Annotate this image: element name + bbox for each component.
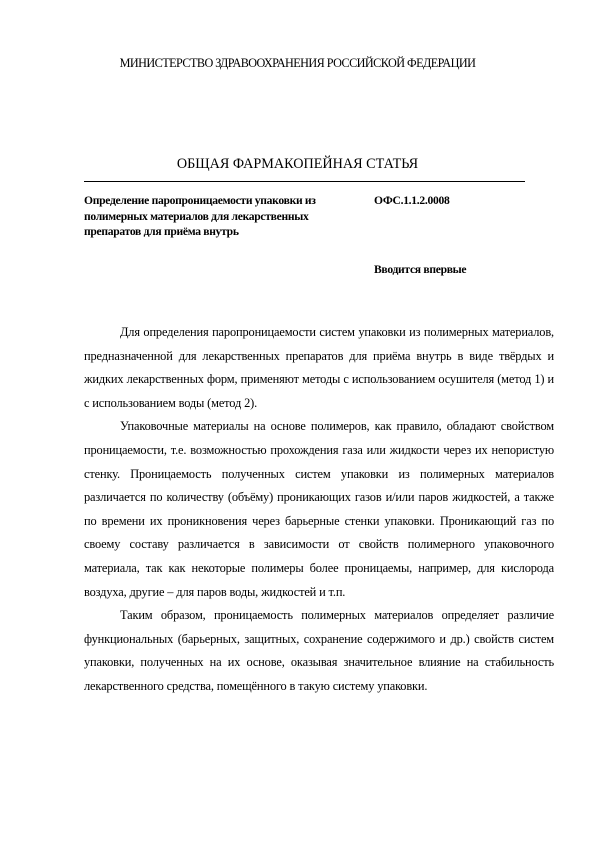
title-divider bbox=[84, 181, 525, 182]
introduction-note: Вводится впервые bbox=[374, 263, 467, 276]
paragraph-2: Упаковочные материалы на основе полимеров, как правило, обладают свойством проницаемости, т.е. возможностью прохождения газа или жидкости через их непористую стенку. Проницаемость полученных систем упаковки из полимерных материалов различается по количеству (объёму) проникающих газов и/или паров жидкостей, а также по времени их проникновения через барьерные стенки упаковки. Проникающий газ по своему составу различается в зависимости от свойств полимерного упаковочного материала, так как некоторые полимеры более проницаемы, например, для кислорода воздуха, другие – для паров воды, жидкостей и т.п. bbox=[84, 419, 554, 599]
ministry-heading: МИНИСТЕРСТВО ЗДРАВООХРАНЕНИЯ РОССИЙСКОЙ ФЕДЕРАЦИИ bbox=[119, 56, 476, 70]
paragraph-3: Таким образом, проницаемость полимерных материалов определяет различие функциональных (барьерных, защитных, сохранение содержимого и др.) свойств систем упаковки, полученных на их основе, оказывая значительное влияние на стабильность лекарственного средства, помещённого в такую систему упаковки. bbox=[84, 608, 554, 693]
article-subject: Определение паропроницаемости упаковки из полимерных материалов для лекарственных препаратов для приёма внутрь bbox=[84, 194, 316, 238]
article-title: ОБЩАЯ ФАРМАКОПЕЙНАЯ СТАТЬЯ bbox=[176, 156, 419, 172]
paragraph-1: Для определения паропроницаемости систем упаковки из полимерных материалов, предназначенной для лекарственных препаратов для приёма внутрь в виде твёрдых и жидких лекарственных форм, применяют методы с использованием осушителя (метод 1) и с использованием воды (метод 2). bbox=[84, 325, 554, 410]
article-code: ОФС.1.1.2.0008 bbox=[374, 194, 450, 207]
body-text bbox=[84, 321, 554, 699]
